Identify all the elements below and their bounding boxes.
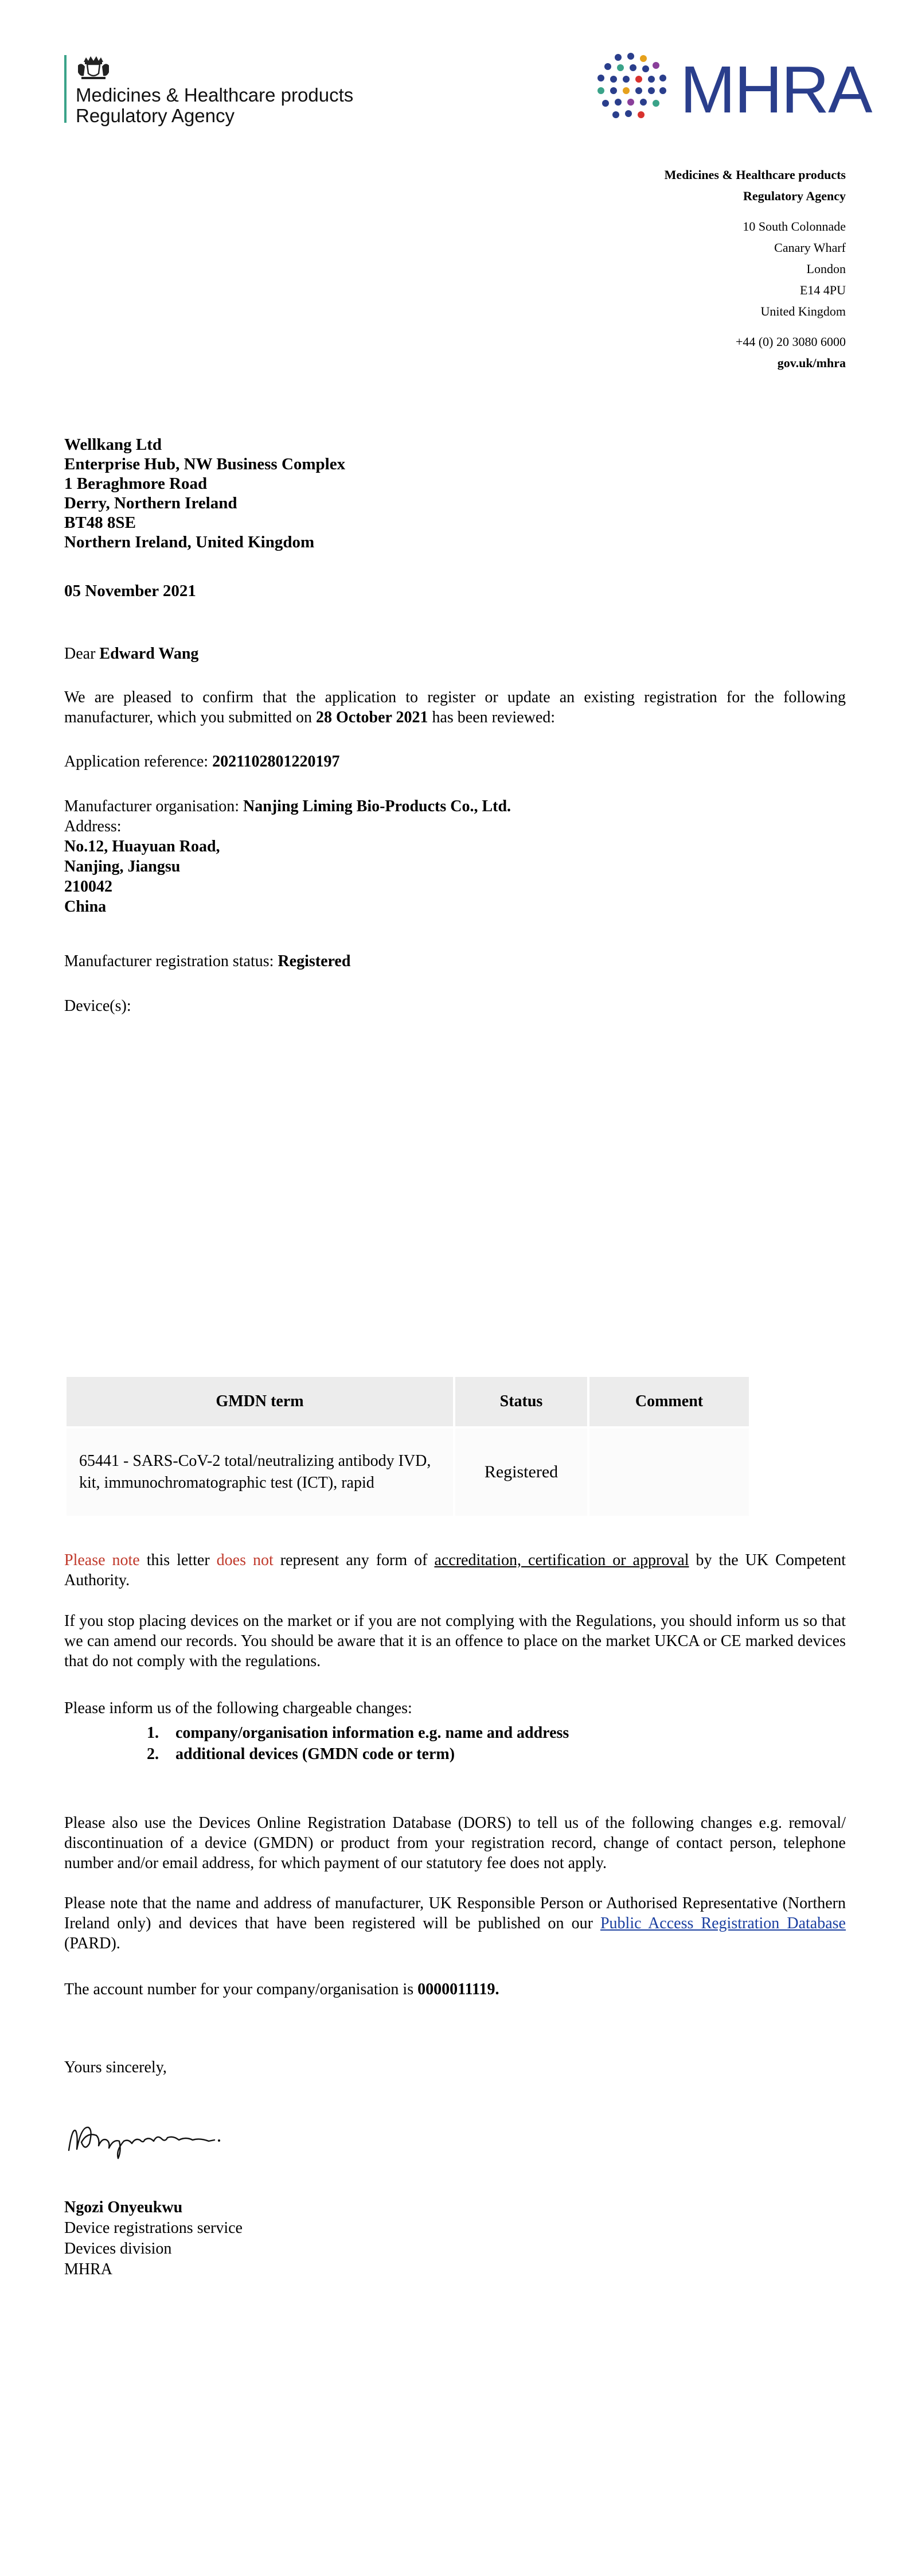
agency-name	[76, 85, 353, 126]
submission-date: 28 October 2021	[316, 709, 428, 726]
manufacturer-block	[64, 796, 846, 917]
manufacturer-line	[64, 796, 846, 816]
sender-postcode: E14 4PU	[799, 283, 846, 297]
intro-text-1: We are pleased to confirm that the application to register or update an existing registration for the following manufacturer, which you submitted on	[64, 688, 846, 726]
recipient-line4: BT48 8SE	[64, 513, 136, 532]
agency-name-line1: Medicines & Healthcare products	[76, 84, 354, 106]
sender-website: gov.uk/mhra	[777, 356, 846, 370]
list-item	[147, 1722, 569, 1744]
sender-city: London	[806, 262, 846, 276]
column-header-comment: Comment	[589, 1377, 749, 1426]
manufacturer-name: Nanjing Liming Bio-Products Co., Ltd.	[243, 797, 511, 815]
signer-role-2: Devices division	[64, 2240, 172, 2258]
manufacturer-address-line2: Nanjing, Jiangsu	[64, 858, 181, 875]
list-number: 1.	[147, 1724, 159, 1742]
app-ref-value: 2021102801220197	[212, 753, 340, 771]
sender-phone: +44 (0) 20 3080 6000	[735, 334, 846, 349]
publish-text-2: (PARD).	[64, 1935, 120, 1952]
chargeable-list	[147, 1722, 569, 1765]
device-status: Registered	[455, 1429, 587, 1516]
address-label: Address:	[64, 818, 122, 835]
greeting-prefix: Dear	[64, 645, 100, 663]
account-number: 0000011119.	[417, 1980, 499, 1998]
intro-text-2: has been reviewed:	[428, 709, 556, 726]
list-text: company/organisation information e.g. name and address	[175, 1724, 569, 1742]
sender-address	[665, 164, 846, 373]
sign-off: Yours sincerely,	[64, 2059, 167, 2076]
device-gmdn-term: 65441 - SARS-CoV-2 total/neutralizing antibody IVD, kit, immunochromatographic test (ICT), rapid	[67, 1429, 453, 1516]
note-accreditation: accreditation, certification or approval	[434, 1551, 689, 1569]
dots-mark-icon	[595, 52, 670, 126]
signer-block	[64, 2197, 243, 2280]
recipient-line3: Derry, Northern Ireland	[64, 494, 237, 512]
account-label: The account number for your company/organisation is	[64, 1980, 418, 1998]
recipient-line1: Enterprise Hub, NW Business Complex	[64, 455, 346, 473]
signer-org: MHRA	[64, 2260, 113, 2278]
table-row	[67, 1429, 749, 1516]
stop-placing-paragraph: If you stop placing devices on the market or if you are not complying with the Regulations, you should inform us so that we can amend our records. You should be aware that it is an offence to place on the market UKCA or CE marked devices that do not comply with the regulations.	[64, 1612, 846, 1670]
agency-logo	[64, 55, 354, 126]
mhra-wordmark: MHRA	[680, 52, 872, 127]
greeting-name: Edward Wang	[99, 645, 199, 663]
note-please-note: Please note	[64, 1551, 140, 1569]
device-comment	[589, 1429, 749, 1516]
pard-link[interactable]: Public Access Registration Database	[600, 1915, 846, 1932]
note-text-3: by the UK Competent Authority.	[64, 1551, 846, 1589]
dors-paragraph: Please also use the Devices Online Registration Database (DORS) to tell us of the following changes e.g. removal/ discontinuation of a device (GMDN) or product from your registration record, change of contact person, telephone number and/or email address, for which payment of our statutory fee does not apply.	[64, 1814, 846, 1872]
publication-paragraph	[64, 1893, 846, 1954]
greeting	[64, 644, 846, 664]
manufacturer-address-line3: 210042	[64, 878, 112, 896]
mhra-logo	[595, 52, 872, 127]
note-text-2: represent any form of	[273, 1551, 435, 1569]
recipient-company: Wellkang Ltd	[64, 435, 162, 454]
recipient-line2: 1 Beraghmore Road	[64, 474, 208, 493]
sender-name-line1: Medicines & Healthcare products	[664, 168, 846, 182]
column-header-gmdn-term: GMDN term	[67, 1377, 453, 1426]
manufacturer-address-line1: No.12, Huayuan Road,	[64, 838, 220, 855]
agency-name-line2: Regulatory Agency	[76, 105, 235, 126]
devices-table	[64, 1375, 751, 1518]
sender-name-line2: Regulatory Agency	[743, 189, 846, 203]
sender-area: Canary Wharf	[774, 240, 846, 255]
list-text: additional devices (GMDN code or term)	[175, 1745, 455, 1763]
table-header-row	[67, 1377, 749, 1426]
sender-street: 10 South Colonnade	[743, 219, 846, 234]
signer-name: Ngozi Onyeukwu	[64, 2198, 183, 2216]
list-item	[147, 1744, 569, 1765]
recipient-address	[64, 435, 345, 552]
recipient-line5: Northern Ireland, United Kingdom	[64, 533, 315, 551]
note-text-1: this letter	[139, 1551, 217, 1569]
application-reference	[64, 752, 846, 772]
intro-paragraph	[64, 687, 846, 727]
royal-crest-icon	[76, 55, 111, 80]
letter-date: 05 November 2021	[64, 582, 196, 600]
manufacturer-label: Manufacturer organisation:	[64, 797, 244, 815]
signer-role-1: Device registrations service	[64, 2219, 243, 2237]
devices-label: Device(s):	[64, 997, 131, 1015]
registration-status	[64, 951, 846, 971]
status-label: Manufacturer registration status:	[64, 952, 278, 970]
account-number-paragraph	[64, 1979, 846, 1999]
sender-country: United Kingdom	[760, 304, 846, 318]
publish-text-1: Please note that the name and address of manufacturer, UK Responsible Person or Authorised Representative (Northern Ireland only) and devices that have been registered will be published on our	[64, 1894, 846, 1932]
status-value: Registered	[278, 952, 351, 970]
column-header-status: Status	[455, 1377, 587, 1426]
signature-image	[64, 2110, 248, 2162]
list-number: 2.	[147, 1745, 159, 1763]
app-ref-label: Application reference:	[64, 753, 213, 771]
chargeable-intro: Please inform us of the following chargeable changes:	[64, 1699, 412, 1717]
manufacturer-address-line4: China	[64, 898, 107, 916]
disclaimer-note	[64, 1550, 846, 1590]
note-does-not: does not	[216, 1551, 274, 1569]
